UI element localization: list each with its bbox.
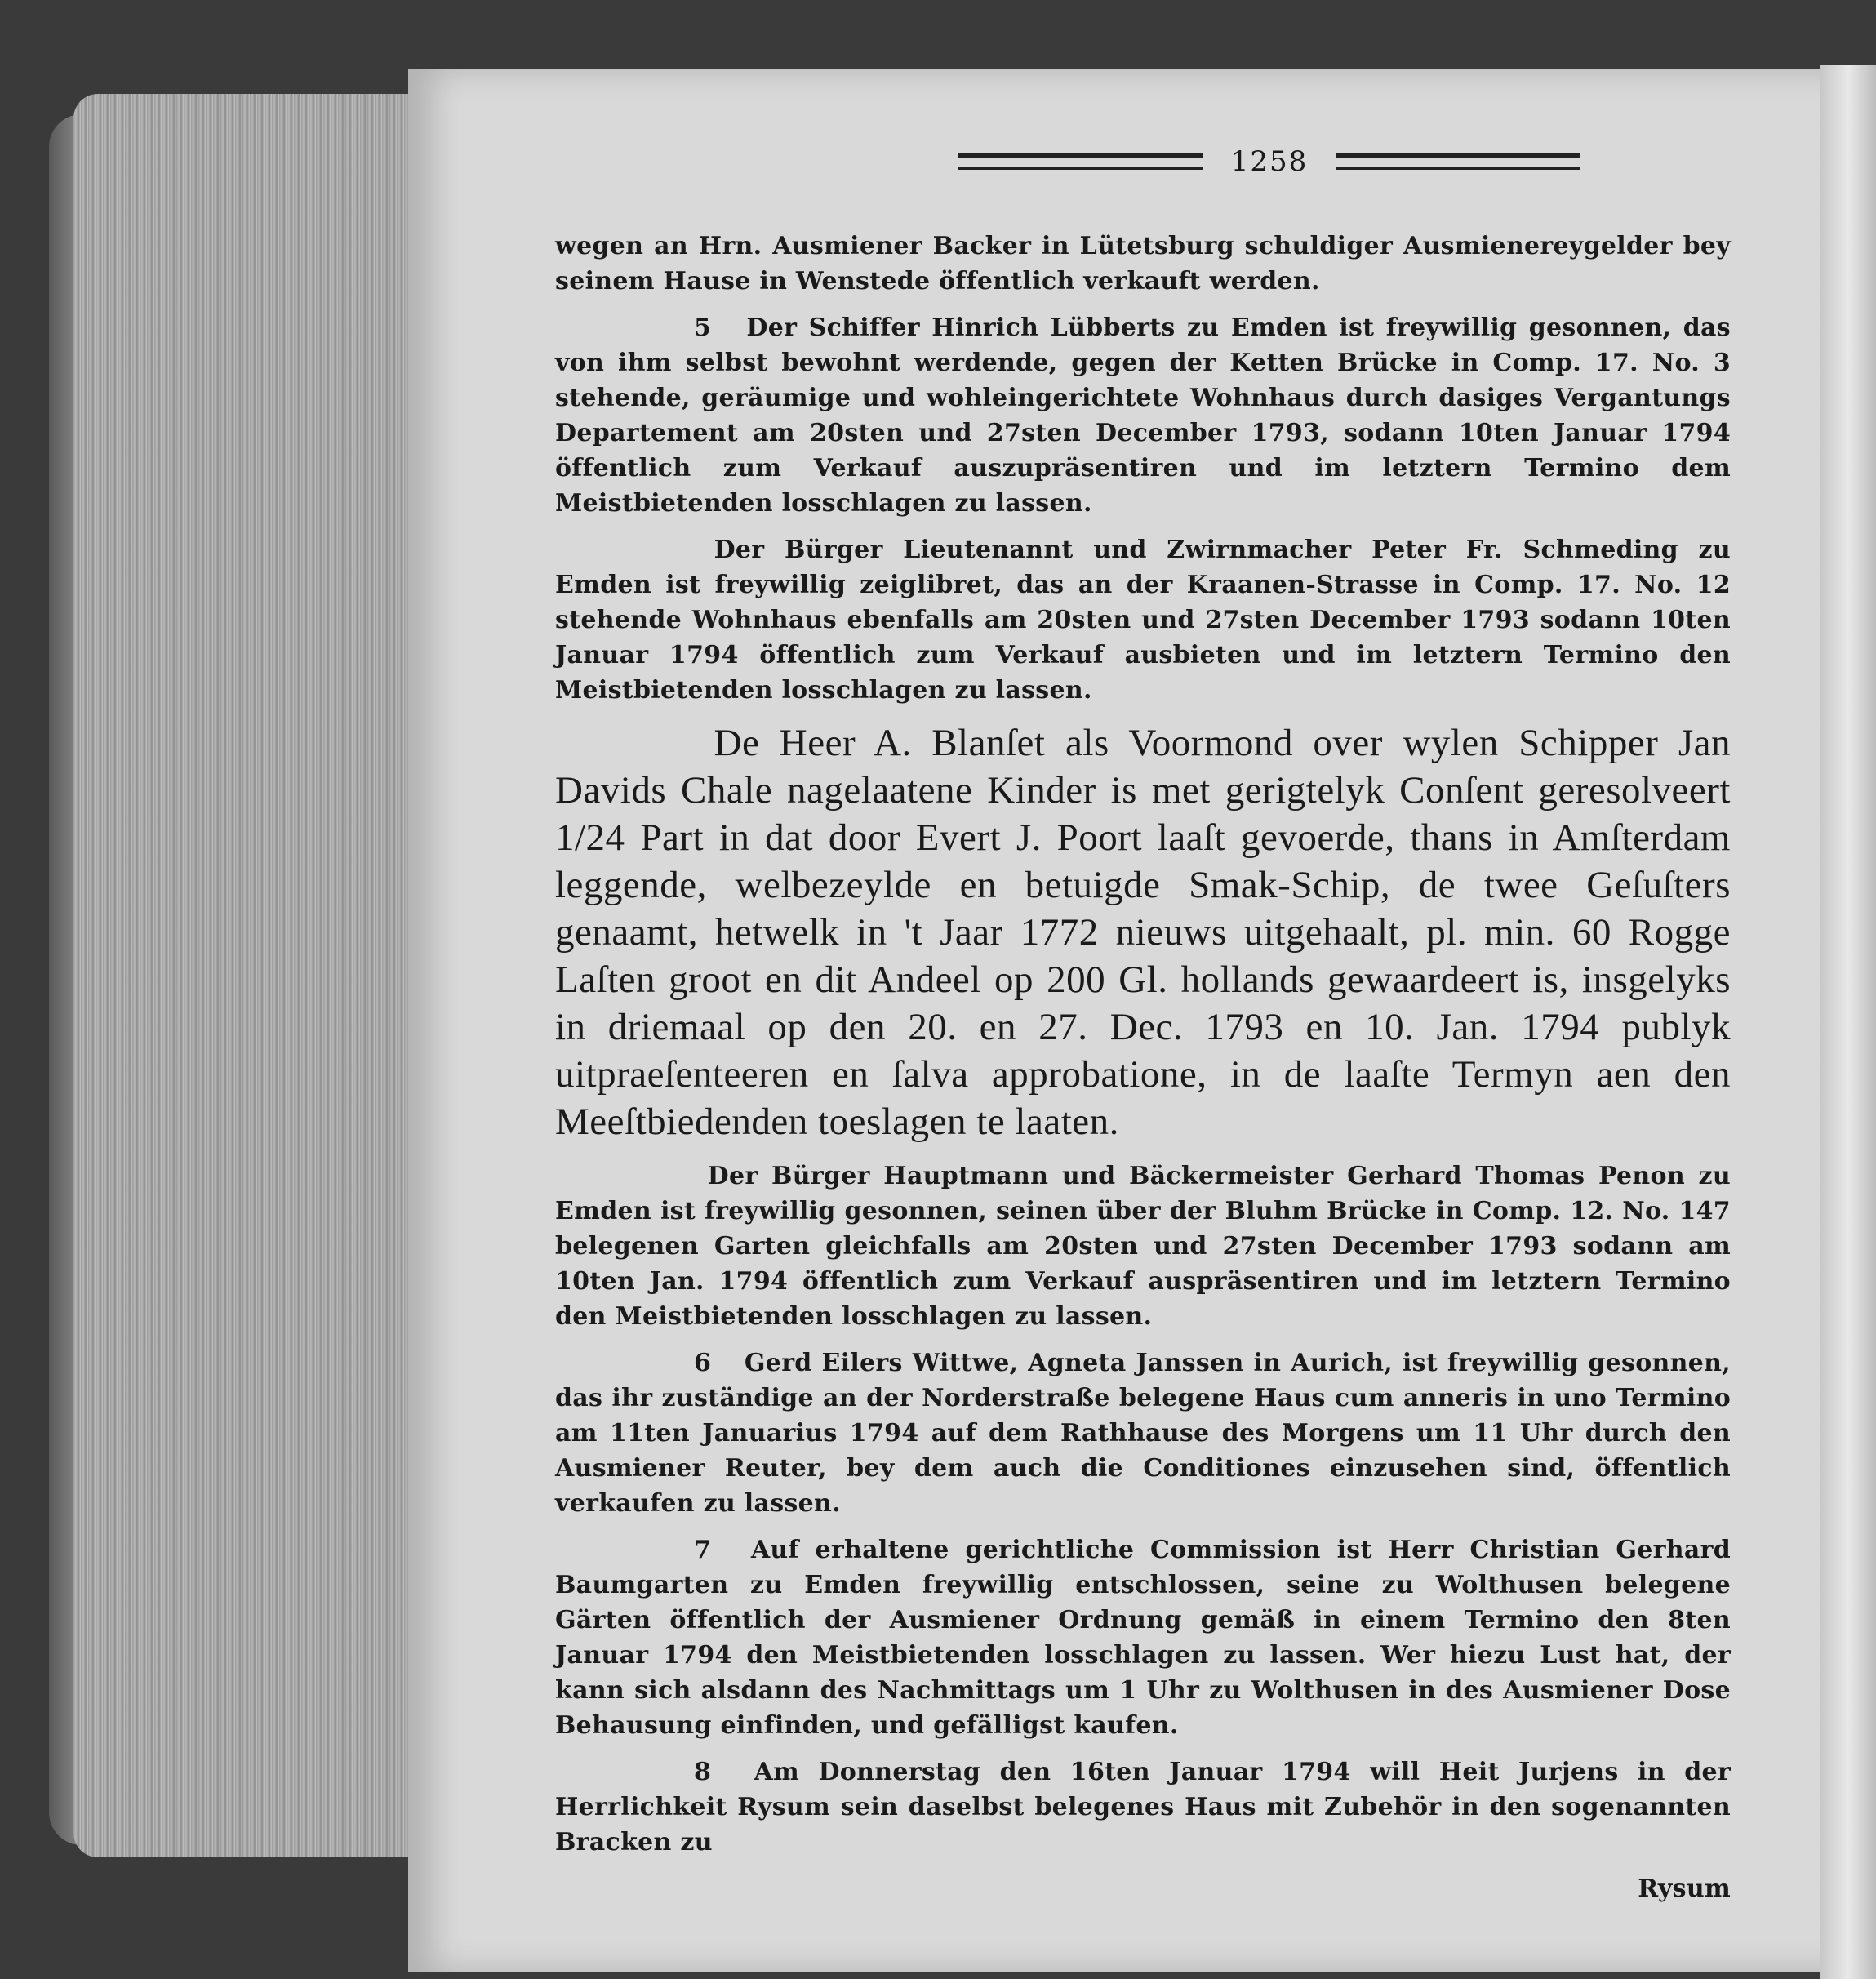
paragraph-item-7 (555, 1532, 1731, 1743)
catchword-text: Rysum (1638, 1874, 1731, 1903)
paragraph-item-8 (555, 1754, 1731, 1860)
paragraph-schmeding (555, 532, 1731, 708)
paragraph-text: De Heer A. Blanſet als Voormond over wylen Schipper Jan Davids Chale nagelaatene Kinder is met gerigtelyk Conſent geresolveert 1/24 Part in dat door Evert J. Poort laaſt gevoerde, thans in Amſterdam leggende, welbezeylde en betuigde Smak-Schip, de twee Geſuſters genaamt, hetwelk in 't Jaar 1772 nieuws uitgehaalt, pl. min. 60 Rogge Laſten groot en dit Andeel op 200 Gl. hollands gewaardeert is, insgelyks in driemaal op den 20. en 27. Dec. 1793 en 10. Jan. 1794 publyk uitpraeſenteeren en ſalva approbatione, in de laaſte Termyn aen den Meeſtbiedenden toeslagen te laaten. (555, 722, 1731, 1143)
paragraph-text: Der Bürger Lieutenannt und Zwirnmacher Peter Fr. Schmeding zu Emden ist freywillig zeiglibret, das an der Kraanen-Strasse in Comp. 17. No. 12 stehende Wohnhaus ebenfalls am 20sten und 27sten December 1793 sodann 10ten Januar 1794 öffentlich zum Verkauf ausbieten und im letztern Termino den Meistbietenden losschlagen zu lassen. (555, 536, 1731, 705)
paragraph-item-6 (555, 1345, 1731, 1521)
paragraph-text: wegen an Hrn. Ausmiener Backer in Lütetsburg schuldiger Ausmienereygelder bey seinem Hause in Wenstede öffentlich verkauft werden. (555, 232, 1731, 296)
paragraph-text: Am Donnerstag den 16ten Januar 1794 will Heit Jurjens in der Herrlichkeit Rysum sein daselbst belegenes Haus mit Zubehör in den sogenannten Bracken zu (555, 1758, 1731, 1857)
item-number: 5 (694, 314, 712, 342)
page-edges (73, 94, 416, 1857)
paragraph-penon (555, 1158, 1731, 1334)
page-number: 1258 (1230, 145, 1309, 178)
paragraph-text: Gerd Eilers Wittwe, Agneta Janssen in Aurich, ist freywillig gesonnen, das ihr zuständige an der Norderstraße belegene Haus cum anneris in uno Termino am 11ten Januarius 1794 auf dem Rathhause des Morgens um 11 Uhr durch den Ausmiener Reuter, bey dem auch die Conditiones einzusehen sind, öffentlich verkaufen zu lassen. (555, 1349, 1731, 1518)
item-number: 8 (694, 1758, 712, 1786)
paragraph-text: Der Schiffer Hinrich Lübberts zu Emden ist freywillig gesonnen, das von ihm selbst bewohnt werdende, gegen der Ketten Brücke in Comp. 17. No. 3 stehende, geräumige und wohleingerichtete Wohnhaus durch dasiges Vergantungs Departement am 20sten und 27sten December 1793, sodann 10ten Januar 1794 öffentlich zum Verkauf auszupräsentiren und im letztern Termino dem Meistbietenden losschlagen zu lassen. (555, 314, 1731, 518)
paragraph-text: Auf erhaltene gerichtliche Commission ist Herr Christian Gerhard Baumgarten zu Emden freywillig entschlossen, seine zu Wolthusen belegene Gärten öffentlich der Ausmiener Ordnung gemäß in einem Termino den 8ten Januar 1794 den Meistbietenden losschlagen zu lassen. Wer hiezu Lust hat, der kann sich alsdann des Nachmittags um 1 Uhr zu Wolthusen in des Ausmiener Dose Behausung einfinden, und gefälligst kaufen. (555, 1536, 1731, 1740)
body-text (555, 229, 1731, 1918)
header-rule-right (1336, 153, 1580, 170)
item-number: 6 (694, 1349, 712, 1377)
paragraph-continued (555, 229, 1731, 299)
next-page-edge (1820, 65, 1876, 1979)
catchword (555, 1871, 1731, 1906)
paragraph-item-5 (555, 310, 1731, 521)
item-number: 7 (694, 1536, 712, 1564)
paragraph-dutch-blanset (555, 719, 1731, 1145)
paragraph-text: Der Bürger Hauptmann und Bäckermeister Gerhard Thomas Penon zu Emden ist freywillig gesonnen, seinen über der Bluhm Brücke in Comp. 12. No. 147 belegenen Garten gleichfalls am 20sten und 27sten December 1793 sodann am 10ten Jan. 1794 öffentlich zum Verkauf auspräsentiren und im letztern Termino den Meistbietenden losschlagen zu lassen. (555, 1162, 1731, 1331)
header-rule-left (958, 153, 1203, 170)
page-header (804, 137, 1735, 186)
